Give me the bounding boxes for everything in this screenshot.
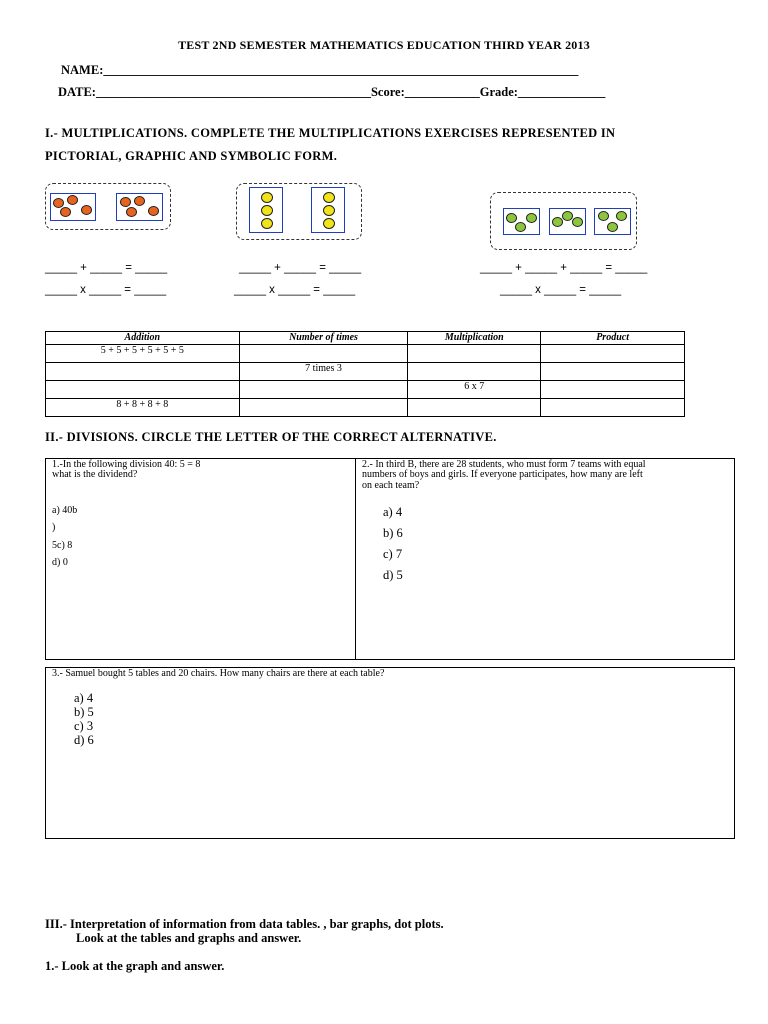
question-2-line3: on each team? <box>362 480 420 491</box>
table-cell[interactable] <box>408 363 541 381</box>
question-1-option-c[interactable]: 5c) 8 <box>52 540 73 551</box>
table-header-row <box>46 332 685 345</box>
green-dot <box>572 217 583 227</box>
table-cell[interactable] <box>408 345 541 363</box>
column-header-product: Product <box>541 332 685 345</box>
question-1-option-b[interactable]: ) <box>52 522 56 533</box>
table-row <box>46 345 685 363</box>
equation-1-addition[interactable]: _____ + _____ = _____ <box>45 262 168 274</box>
table-cell[interactable] <box>541 399 685 417</box>
yellow-dots-picture <box>236 183 362 240</box>
question-2-option-d[interactable]: d) 5 <box>383 568 403 582</box>
green-dot <box>607 222 618 232</box>
question-3-text: 3.- Samuel bought 5 tables and 20 chairs. How many chairs are there at each table? <box>52 668 385 679</box>
table-cell[interactable] <box>239 381 408 399</box>
equation-1-multiplication[interactable]: _____ x _____ = _____ <box>45 284 167 296</box>
green-dot <box>526 213 537 223</box>
table-cell[interactable]: 8 + 8 + 8 + 8 <box>46 399 240 417</box>
question-1-line2: what is the dividend? <box>52 469 138 480</box>
table-row <box>46 363 685 381</box>
table-cell[interactable] <box>408 399 541 417</box>
yellow-dot <box>261 218 273 229</box>
table-cell[interactable] <box>541 345 685 363</box>
orange-dot <box>148 206 159 216</box>
question-1-option-a[interactable]: a) 40b <box>52 505 78 516</box>
question-3-option-c[interactable]: c) 3 <box>74 719 94 733</box>
orange-dot <box>120 197 131 207</box>
green-dot <box>616 211 627 221</box>
table-cell[interactable] <box>541 381 685 399</box>
section3-heading-line2: Look at the tables and graphs and answer. <box>76 931 302 945</box>
orange-dot <box>67 195 78 205</box>
yellow-dot <box>323 205 335 216</box>
section3-question-1: 1.- Look at the graph and answer. <box>45 959 225 973</box>
section3-heading-line1: III.- Interpretation of information from data tables. , bar graphs, dot plots. <box>45 917 444 931</box>
green-dot <box>552 217 563 227</box>
orange-group <box>116 193 163 221</box>
question-3-option-a[interactable]: a) 4 <box>74 691 94 705</box>
multiplication-table <box>45 331 685 417</box>
green-dot <box>506 213 517 223</box>
table-row <box>46 381 685 399</box>
green-dot <box>515 222 526 232</box>
table-cell[interactable] <box>46 381 240 399</box>
green-group <box>594 208 631 235</box>
question-3-option-d[interactable]: d) 6 <box>74 733 94 747</box>
question-1-line1: 1.-In the following division 40: 5 = 8 <box>52 459 201 470</box>
table-cell[interactable]: 6 x 7 <box>408 381 541 399</box>
green-group <box>503 208 540 235</box>
question-3-box <box>45 667 735 839</box>
green-group <box>549 208 586 235</box>
green-dot <box>598 211 609 221</box>
page-title: TEST 2ND SEMESTER MATHEMATICS EDUCATION THIRD YEAR 2013 <box>178 38 590 52</box>
table-cell[interactable] <box>239 399 408 417</box>
table-cell[interactable] <box>46 363 240 381</box>
orange-dots-picture <box>45 183 171 230</box>
equation-2-multiplication[interactable]: _____ x _____ = _____ <box>234 284 356 296</box>
question-2-line2: numbers of boys and girls. If everyone participates, how many are left <box>362 469 643 480</box>
table-cell[interactable]: 7 times 3 <box>239 363 408 381</box>
section1-heading-line2: PICTORIAL, GRAPHIC AND SYMBOLIC FORM. <box>45 149 338 163</box>
equation-2-addition[interactable]: _____ + _____ = _____ <box>239 262 362 274</box>
yellow-dot <box>323 192 335 203</box>
question-2-option-a[interactable]: a) 4 <box>383 505 403 519</box>
section2-heading: II.- DIVISIONS. CIRCLE THE LETTER OF THE CORRECT ALTERNATIVE. <box>45 430 497 444</box>
column-header-number-of-times: Number of times <box>239 332 408 345</box>
table-cell[interactable] <box>239 345 408 363</box>
orange-dot <box>81 205 92 215</box>
orange-dot <box>134 196 145 206</box>
yellow-dot <box>261 205 273 216</box>
orange-group <box>50 193 96 221</box>
yellow-dot <box>323 218 335 229</box>
date-score-grade-line[interactable]: DATE:____________________________________________Score:____________Grade:______________ <box>58 85 606 99</box>
question-2-option-b[interactable]: b) 6 <box>383 526 403 540</box>
orange-dot <box>126 207 137 217</box>
question-2-option-c[interactable]: c) 7 <box>383 547 403 561</box>
yellow-dot <box>261 192 273 203</box>
column-header-addition: Addition <box>46 332 240 345</box>
question-2-line1: 2.- In third B, there are 28 students, who must form 7 teams with equal <box>362 459 646 470</box>
table-row <box>46 399 685 417</box>
equation-3-multiplication[interactable]: _____ x _____ = _____ <box>500 284 622 296</box>
section1-heading-line1: I.- MULTIPLICATIONS. COMPLETE THE MULTIPLICATIONS EXERCISES REPRESENTED IN <box>45 126 616 140</box>
column-header-multiplication: Multiplication <box>408 332 541 345</box>
yellow-group <box>311 187 345 233</box>
green-dots-picture <box>490 192 637 250</box>
name-line[interactable]: NAME:____________________________________________________________________________ <box>61 63 579 77</box>
equation-3-addition[interactable]: _____ + _____ + _____ = _____ <box>480 262 648 274</box>
orange-dot <box>60 207 71 217</box>
table-cell[interactable] <box>541 363 685 381</box>
yellow-group <box>249 187 283 233</box>
question-1-option-d[interactable]: d) 0 <box>52 557 68 568</box>
question-3-option-b[interactable]: b) 5 <box>74 705 94 719</box>
table-cell[interactable]: 5 + 5 + 5 + 5 + 5 + 5 <box>46 345 240 363</box>
divider <box>355 459 356 659</box>
